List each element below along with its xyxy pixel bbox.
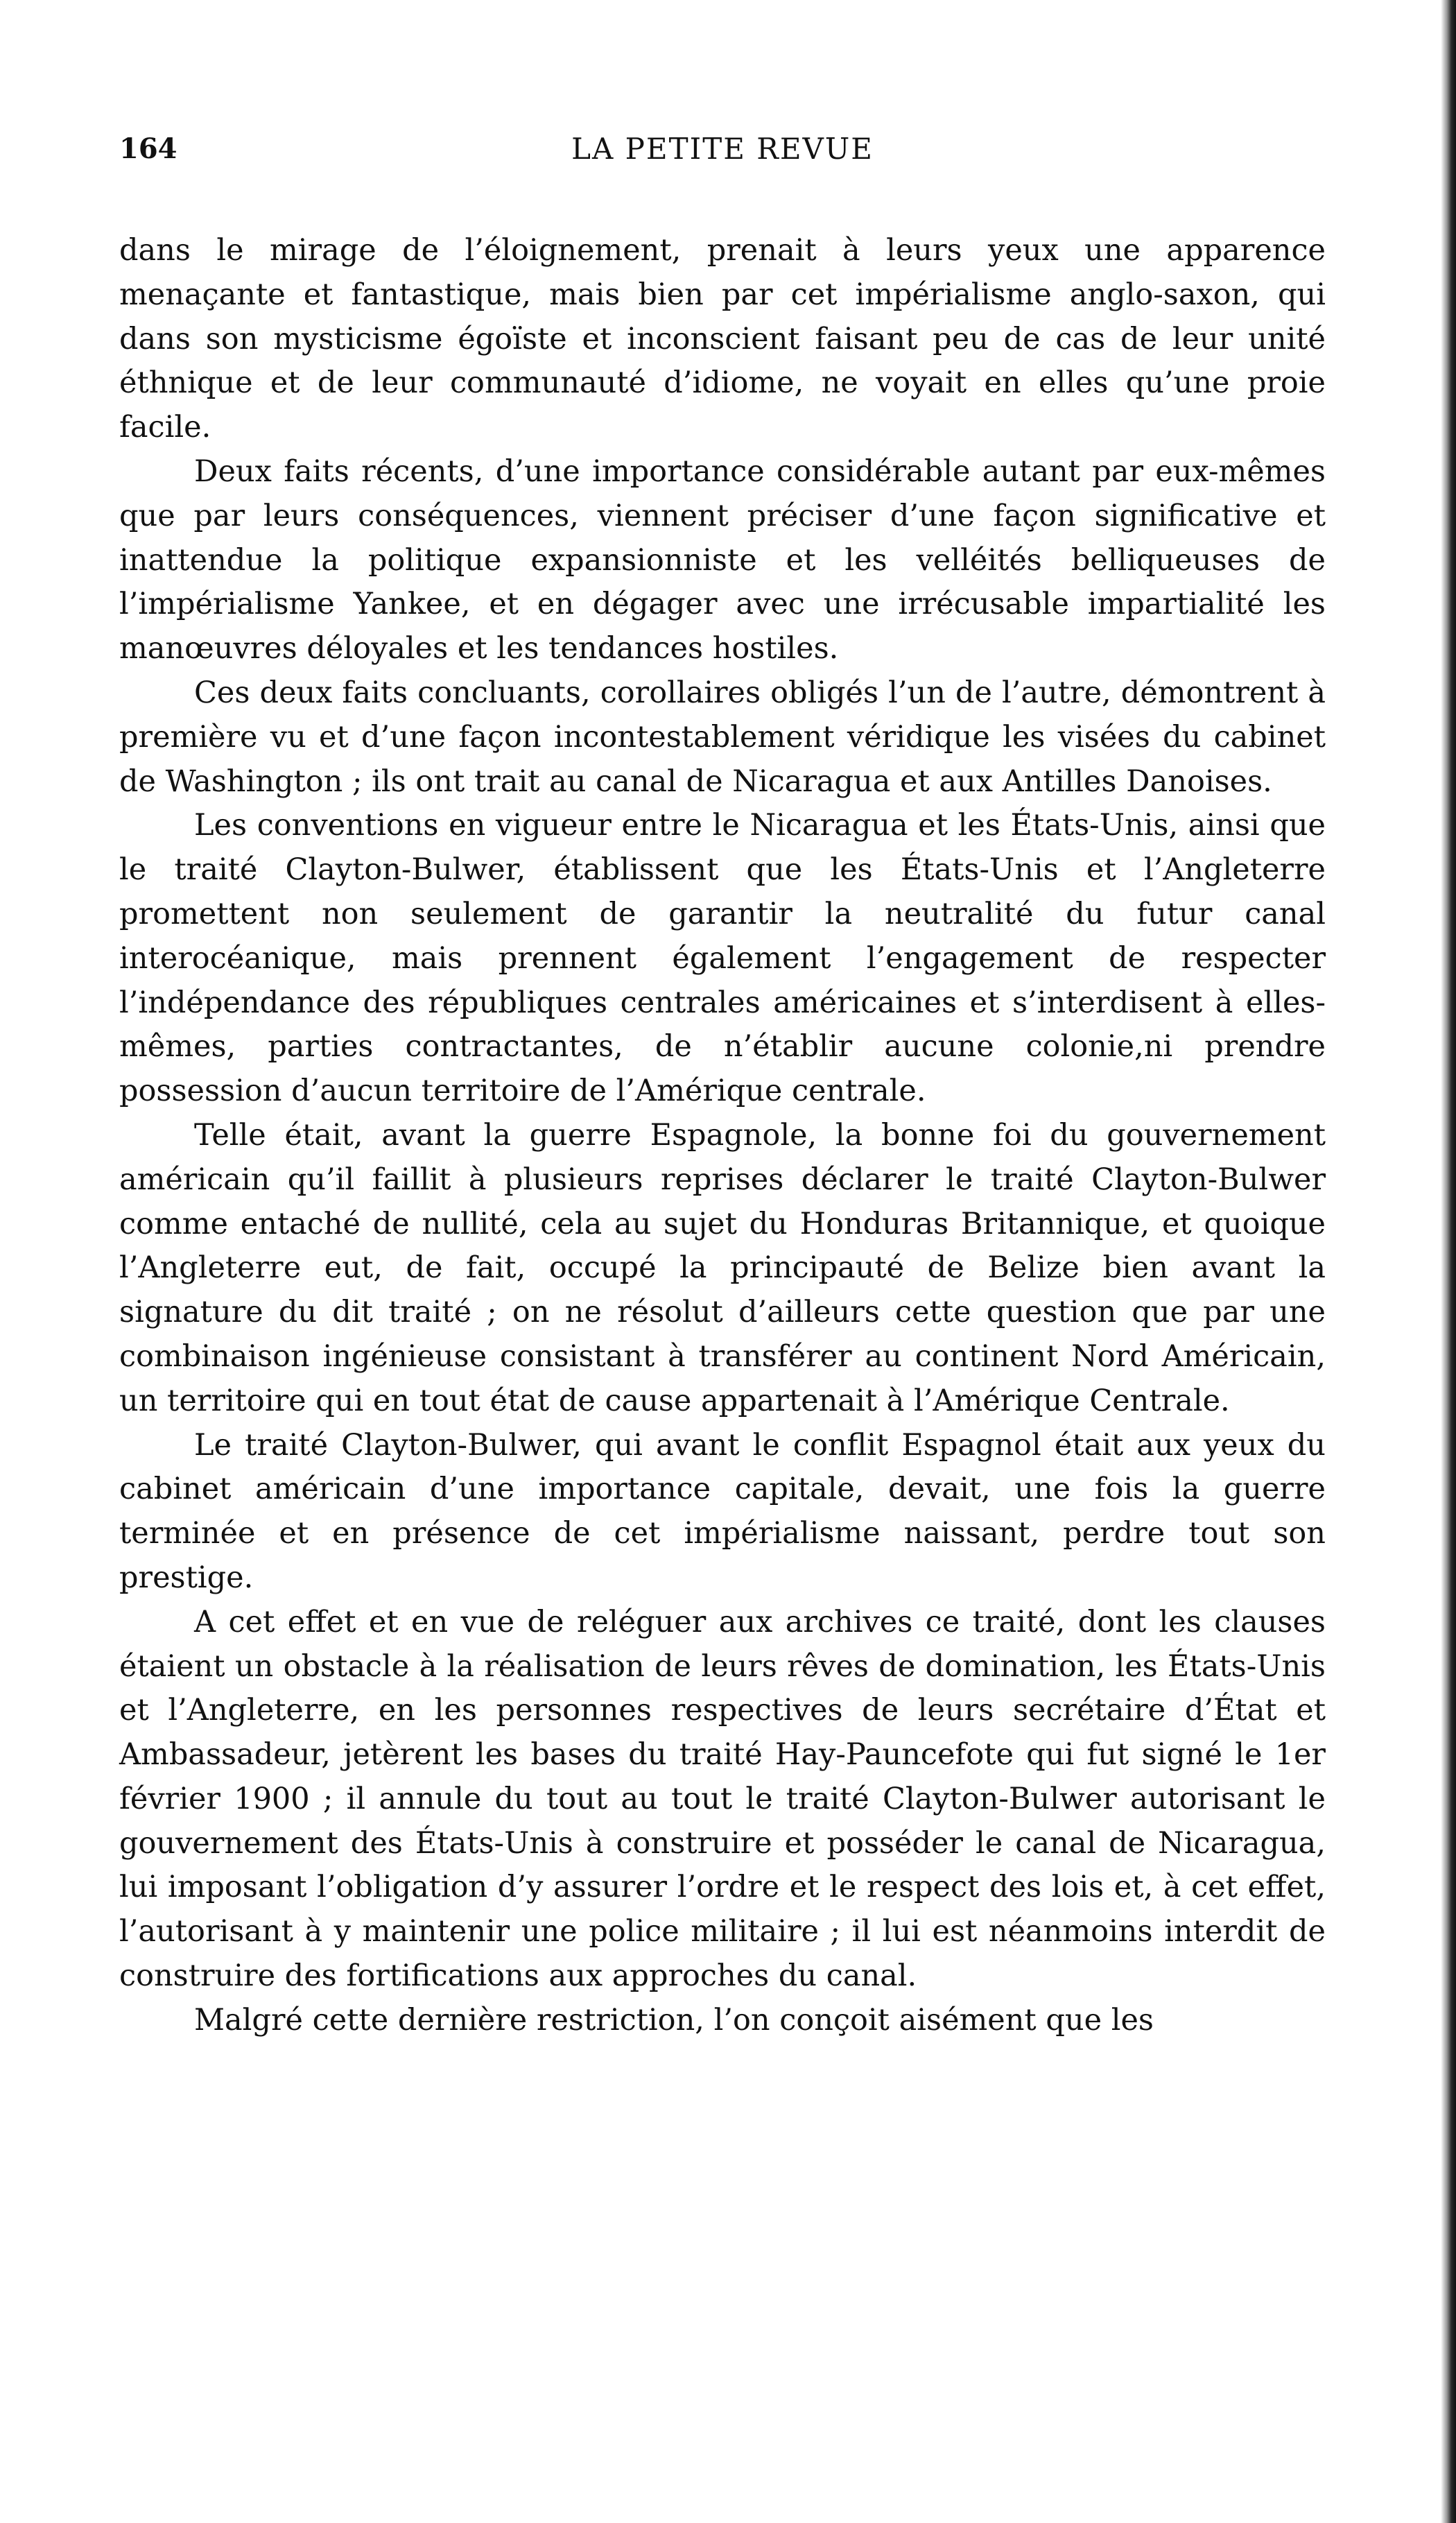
paragraph: Telle était, avant la guerre Espagnole, la bonne foi du gouvernement américain qu’il faillit à plusieurs reprises déclarer le traité Clayton-Bulwer comme entaché de nullité, cela au sujet du Honduras Britannique, et quoique l’Angleterre eut, de fait, occupé la principauté de Belize bien avant la signature du dit traité ; on ne résolut d’ailleurs cette question que par une combinaison ingénieuse consistant à transférer au continent Nord Américain, un territoire qui en tout état de cause appartenait à l’Amérique Centrale. xyxy=(119,1117,1326,1418)
body-text xyxy=(119,229,1326,2043)
page-number: 164 xyxy=(119,132,177,165)
paragraph: Les conventions en vigueur entre le Nicaragua et les États-Unis, ainsi que le traité Clayton-Bulwer, établissent que les États-Unis et l’Angleterre promettent non seulement de garantir la neutralité du futur canal interocéanique, mais prennent également l’engagement de respecter l’indépendance des républiques centrales américaines et s’interdisent à elles-mêmes, parties contractantes, de n’établir aucune colonie,ni prendre possession d’aucun territoire de l’Amérique centrale. xyxy=(119,808,1326,1109)
paragraph: Le traité Clayton-Bulwer, qui avant le conflit Espagnol était aux yeux du cabinet américain d’une importance capitale, devait, une fois la guerre terminée et en présence de cet impérialisme naissant, perdre tout son prestige. xyxy=(119,1427,1326,1595)
paragraph: A cet effet et en vue de reléguer aux archives ce traité, dont les clauses étaient un obstacle à la réalisation de leurs rêves de domination, les États-Unis et l’Angleterre, en les personnes respectives de leurs secrétaire d’État et Ambassadeur, jetèrent les bases du traité Hay-Pauncefote qui fut signé le 1er février 1900 ; il annule du tout au tout le traité Clayton-Bulwer autorisant le gouvernement des États-Unis à construire et posséder le canal de Nicaragua, lui imposant l’obligation d’y assurer l’ordre et le respect des lois et, à cet effet, l’autorisant à y maintenir une police militaire ; il lui est néanmoins interdit de construire des fortifications aux approches du canal. xyxy=(119,1604,1326,1994)
paragraph-final-line: Malgré cette dernière restriction, l’on conçoit aisément que les xyxy=(194,2002,1154,2038)
paragraph-continuation: dans le mirage de l’éloignement, prenait à leurs yeux une apparence menaçante et fantastique, mais bien par cet impérialisme anglo-saxon, qui dans son mysticisme égoïste et inconscient faisant peu de cas de leur unité éthnique et de leur communauté d’idiome, ne voyait en elles qu’une proie facile. xyxy=(119,233,1326,445)
paragraph: Deux faits récents, d’une importance considérable autant par eux-mêmes que par leurs conséquences, viennent préciser d’une façon significative et inattendue la politique expansionniste et les velléités belliqueuses de l’impérialisme Yankee, et en dégager avec une irrécusable impartialité les manœuvres déloyales et les tendances hostiles. xyxy=(119,454,1326,666)
running-title: LA PETITE REVUE xyxy=(571,132,874,166)
page-header xyxy=(119,128,1326,184)
page-edge-shadow xyxy=(1441,0,1456,2523)
paragraph: Ces deux faits concluants, corollaires obligés l’un de l’autre, démontrent à première vu et d’une façon incontestablement véridique les visées du cabinet de Washington ; ils ont trait au canal de Nicaragua et aux Antilles Danoises. xyxy=(119,675,1326,799)
